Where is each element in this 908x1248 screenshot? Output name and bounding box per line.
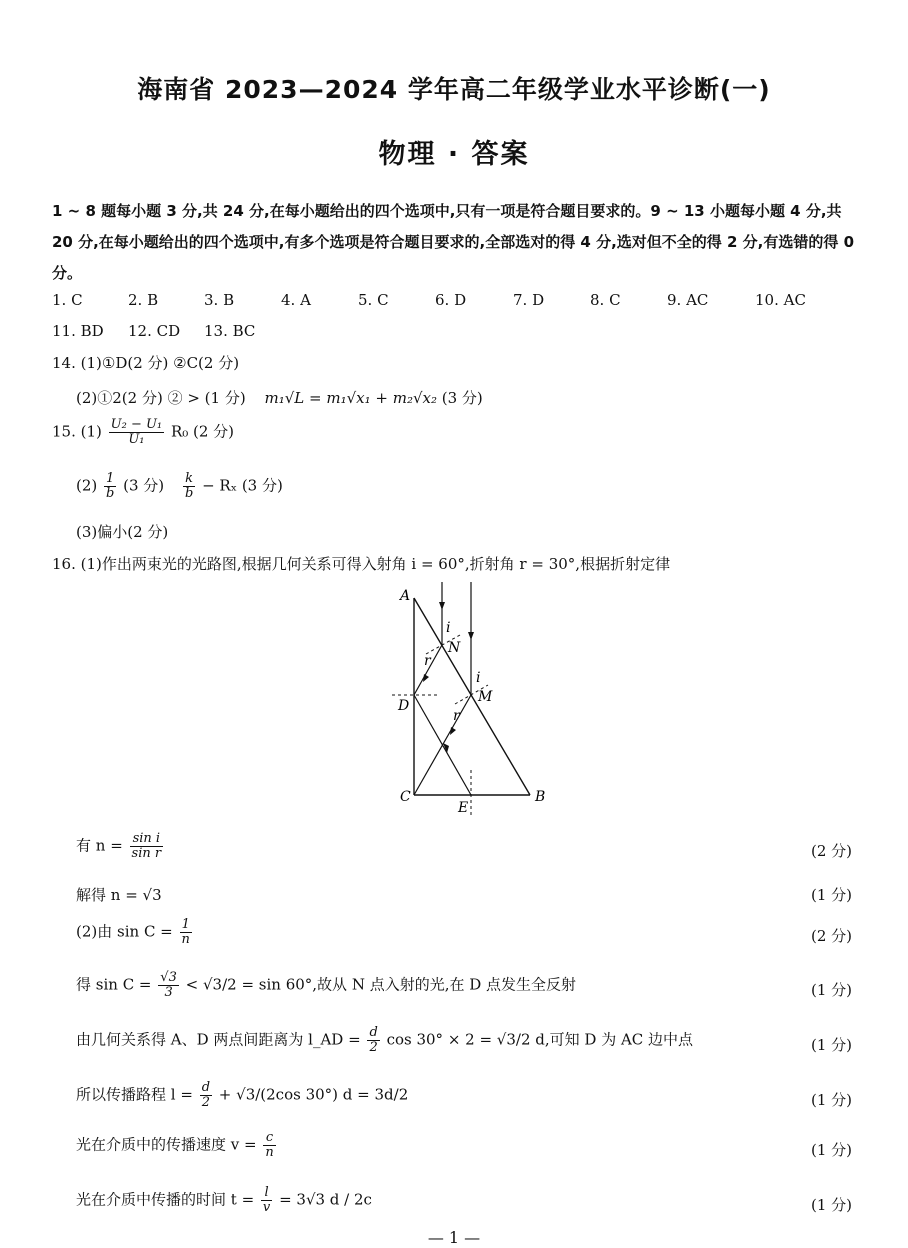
- answer-item: 12. CD: [128, 322, 181, 340]
- step-denominator: n: [265, 1145, 274, 1160]
- q15-line-1: [52, 418, 234, 447]
- answer-item: 10. AC: [755, 291, 806, 309]
- q15-after-1: R₀ (2 分): [170, 422, 235, 441]
- step-text: (2)由 sin C =: [76, 922, 173, 941]
- q16-intro: 16. (1)作出两束光的光路图,根据几何关系可得入射角 i = 60°,折射角 r = 30°,根据折射定律: [52, 555, 671, 573]
- step-text: 得 sin C =: [76, 975, 152, 994]
- q15-fraction-3-numerator: k: [183, 472, 195, 487]
- arrow-icon: [468, 632, 474, 640]
- q14-line-2: [76, 387, 483, 408]
- solution-step: [76, 832, 165, 861]
- step-numerator: l: [261, 1186, 272, 1201]
- step-denominator: sin r: [131, 846, 162, 861]
- solution-step: [76, 1131, 278, 1160]
- solution-step: [76, 1026, 693, 1055]
- step-denominator: 2: [201, 1095, 210, 1110]
- step-fraction: [130, 832, 164, 861]
- answer-item: 13. BC: [204, 322, 256, 340]
- q14-formula: m₁√L = m₁√x₁ + m₂√x₂: [264, 389, 437, 407]
- step-numerator: 1: [180, 918, 192, 933]
- q15-after-2b: − Rₓ (3 分): [202, 476, 283, 495]
- label-b: B: [535, 789, 546, 805]
- answer-item: 11. BD: [52, 322, 104, 340]
- label-c: C: [400, 789, 411, 805]
- label-r-2: r: [453, 708, 460, 724]
- arrow-icon: [423, 674, 429, 682]
- step-fraction: [367, 1026, 379, 1055]
- answer-item: 1. C: [52, 291, 83, 309]
- step-denominator: n: [181, 932, 190, 947]
- step-denominator: 2: [369, 1040, 378, 1055]
- step-fraction: [158, 971, 179, 1000]
- step-denominator: 3: [164, 985, 173, 1000]
- step-text: 由几何关系得 A、D 两点间距离为 l_AD =: [76, 1030, 361, 1049]
- solution-step: [76, 1081, 408, 1110]
- q15-fraction-2: [104, 472, 116, 501]
- step-denominator: v: [262, 1200, 271, 1215]
- step-numerator: d: [201, 1080, 211, 1095]
- answer-item: 2. B: [128, 291, 159, 309]
- step-text: 解得 n = √3: [76, 886, 162, 904]
- label-m: M: [478, 689, 493, 705]
- solution-step: [76, 918, 194, 947]
- page-subtitle: 物理 · 答案: [378, 139, 530, 170]
- answer-item: 6. D: [435, 291, 467, 309]
- q15-fraction-1: [109, 418, 165, 447]
- q15-fraction-3: [183, 472, 195, 501]
- step-text-after: = 3√3 d / 2c: [279, 1190, 372, 1209]
- optics-diagram: [380, 580, 550, 820]
- step-score: (1 分): [810, 1091, 852, 1109]
- q15-fraction-1-denominator: U₁: [128, 432, 145, 447]
- q14-line-1: 14. (1)①D(2 分) ②C(2 分): [52, 354, 240, 372]
- step-score: (1 分): [810, 1036, 852, 1054]
- step-text: 光在介质中的传播速度 v =: [76, 1135, 257, 1154]
- q15-line-3: (3)偏小(2 分): [76, 523, 169, 541]
- answer-item: 4. A: [281, 291, 311, 309]
- answer-item: 9. AC: [667, 291, 709, 309]
- arrow-icon: [439, 602, 445, 610]
- label-e: E: [458, 800, 469, 816]
- step-numerator: d: [369, 1025, 378, 1040]
- step-numerator: c: [263, 1131, 275, 1146]
- step-score: (2 分): [810, 842, 852, 860]
- step-text: 所以传播路程 l =: [76, 1085, 193, 1104]
- answer-item: 7. D: [513, 291, 545, 309]
- label-r-1: r: [424, 653, 431, 669]
- step-numerator: sin i: [130, 832, 164, 847]
- answer-item: 5. C: [358, 291, 389, 309]
- q14-part2-text: (2)①2(2 分) ② > (1 分): [76, 389, 246, 407]
- q15-score-2a: (3 分): [123, 476, 165, 495]
- q15-fraction-3-denominator: b: [184, 486, 194, 501]
- q15-label: 15. (1): [52, 422, 102, 441]
- instructions: 1 ~ 8 题每小题 3 分,共 24 分,在每小题给出的四个选项中,只有一项是符合题目要求的。9 ~ 13 小题每小题 4 分,共 20 分,在每小题给出的四个选项中,有多个选项是符合题目要求的,全部选对的得 4 分,选对但不全的得 2 分,有选错的得 0 分。: [52, 202, 855, 282]
- step-text-after: + √3/(2cos 30°) d = 3d/2: [218, 1085, 409, 1104]
- step-score: (1 分): [810, 981, 852, 999]
- step-numerator: √3: [160, 970, 177, 985]
- q15-fraction-2-numerator: 1: [104, 472, 116, 487]
- label-i-2: i: [476, 670, 481, 686]
- page-number: — 1 —: [427, 1228, 481, 1247]
- step-text-after: < √3/2 = sin 60°,故从 N 点入射的光,在 D 点发生全反射: [185, 975, 577, 994]
- step-score: (1 分): [810, 1196, 852, 1214]
- step-score: (1 分): [810, 1141, 852, 1159]
- step-score: (2 分): [810, 927, 852, 945]
- label-i-1: i: [446, 620, 451, 636]
- q15-line-2: [76, 472, 283, 501]
- solution-step: [76, 884, 162, 905]
- step-fraction: [261, 1186, 272, 1215]
- solution-step: [76, 971, 576, 1000]
- solution-step: [76, 1186, 372, 1215]
- step-fraction: [180, 918, 192, 947]
- step-fraction: [263, 1131, 275, 1160]
- page-title: 海南省 2023—2024 学年高二年级学业水平诊断(一): [137, 75, 771, 104]
- answer-item: 8. C: [590, 291, 621, 309]
- step-score: (1 分): [810, 886, 852, 904]
- step-text: 光在介质中传播的时间 t =: [76, 1190, 255, 1209]
- label-n: N: [448, 640, 461, 656]
- label-d: D: [398, 698, 410, 714]
- q15-fraction-2-denominator: b: [106, 486, 115, 501]
- step-fraction: [200, 1081, 212, 1110]
- step-text-after: cos 30° × 2 = √3/2 d,可知 D 为 AC 边中点: [386, 1030, 694, 1049]
- q14-score: (3 分): [441, 389, 483, 407]
- q15-part2-label: (2): [76, 476, 98, 495]
- q15-fraction-1-numerator: U₂ − U₁: [110, 417, 163, 432]
- label-a: A: [400, 588, 411, 604]
- arrow-icon: [450, 727, 456, 735]
- step-text: 有 n =: [76, 836, 123, 855]
- answer-item: 3. B: [204, 291, 235, 309]
